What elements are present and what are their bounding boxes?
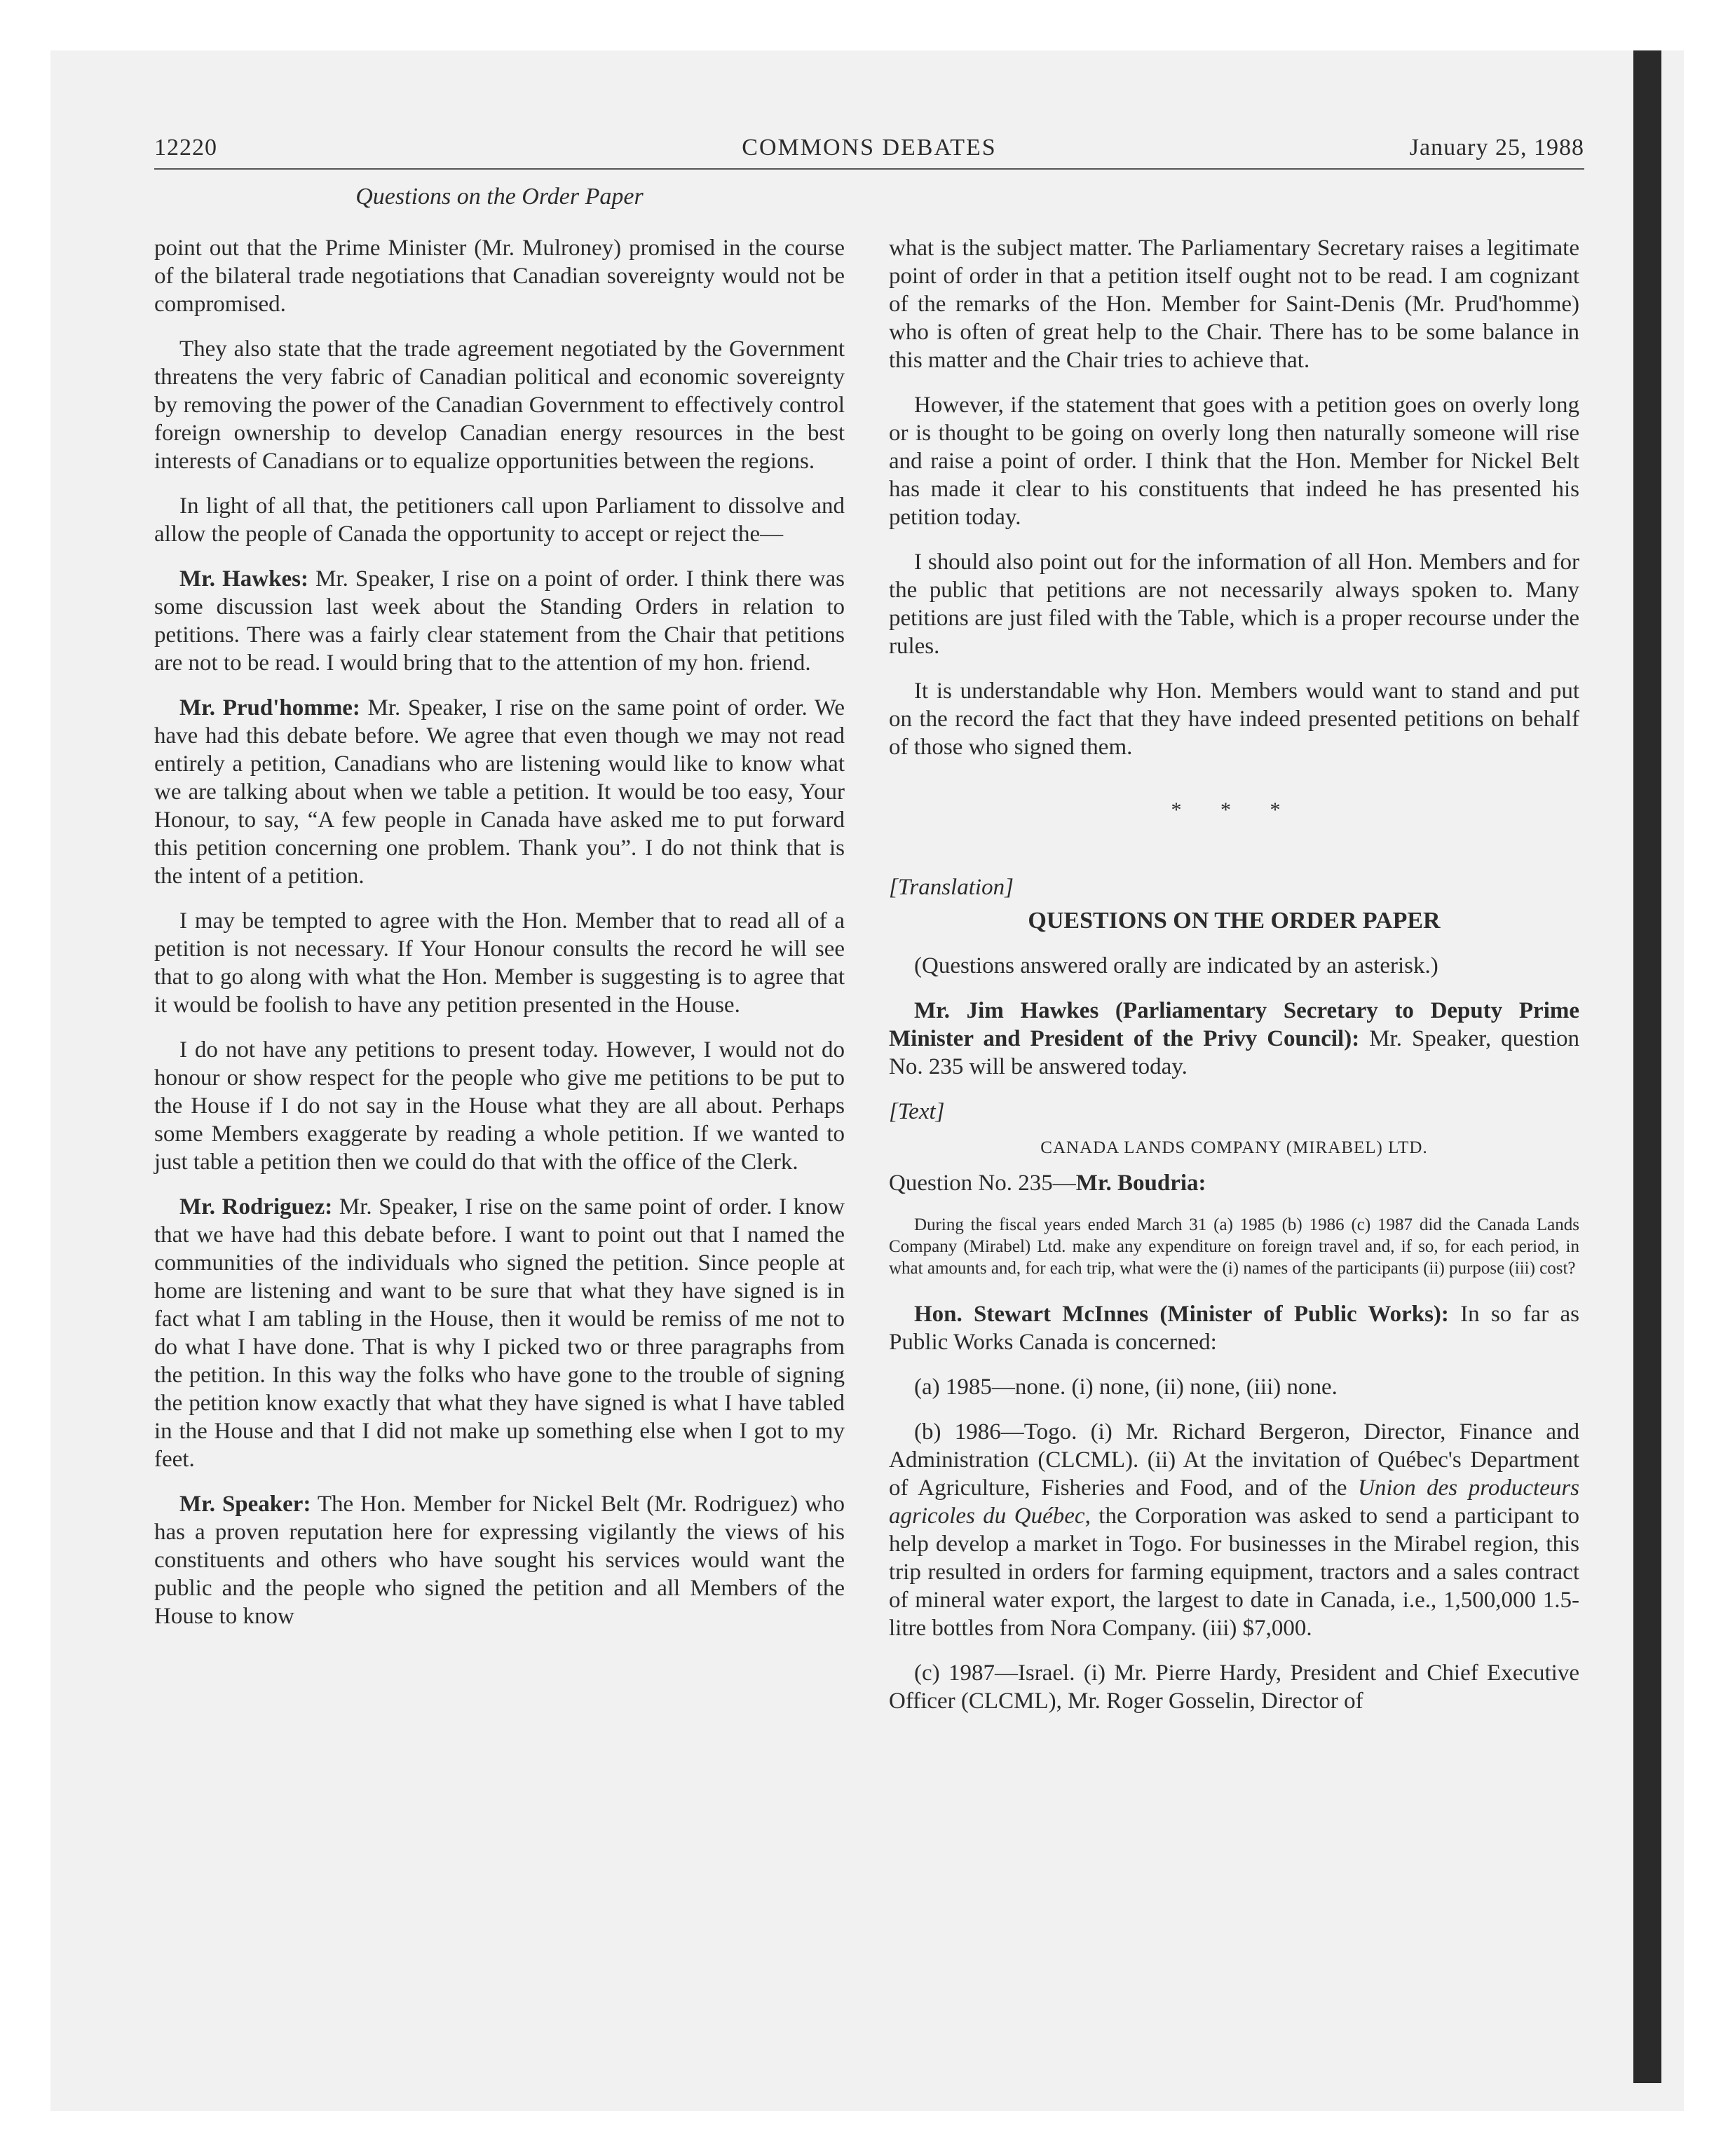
speaker-name: Hon. Stewart McInnes (Minister of Public Works): [914, 1302, 1449, 1327]
paragraph: In light of all that, the petitioners call upon Parliament to dissolve and allow the people of Canada the opportunity to accept or reject the— [154, 493, 845, 547]
paragraph: I should also point out for the information of all Hon. Members and for the public that petitions are not necessarily always spoken to. Many petitions are just filed with the Table, which is a proper recourse under the rules. [889, 550, 1579, 659]
text-tag: [Text] [889, 1099, 945, 1124]
left-column [154, 234, 845, 1647]
speech-text: Mr. Speaker, I rise on a point of order. I think there was some discussion last week about the Standing Orders in relation to petitions. There was a fairly clear statement from the Chair that petitions are not to be read. I would bring that to the attention of my hon. friend. [154, 566, 845, 676]
speaker-name: Mr. Jim Hawkes (Parliamentary Secretary to Deputy Prime Minister and President of the Privy Council): [889, 998, 1579, 1051]
question-text: During the fiscal years ended March 31 (a) 1985 (b) 1986 (c) 1987 did the Canada Lands Company (Mirabel) Ltd. make any expenditure on foreign travel and, if so, for each period, in what amounts and, for each trip, what were the (i) names of the participants (ii) purpose (iii) cost? [889, 1215, 1579, 1278]
right-column [889, 234, 1579, 1732]
speech-text: Mr. Speaker, question No. 235 will be answered today. [889, 1026, 1579, 1079]
organization-name: Union des producteurs agricoles du Québec [889, 1475, 1580, 1529]
answer-text: , the Corporation was asked to send a participant to help develop a market in Togo. For businesses in the Mirabel region, this trip resulted in orders for farming equipment, tractors and a sales contract of mineral water export, the largest to date in Canada, i.e., 1,500,000 1.5-litre bottles from Nora Company. (iii) $7,000. [889, 1503, 1579, 1641]
paragraph: They also state that the trade agreement negotiated by the Government threatens the very fabric of Canadian political and economic sovereignty by removing the power of the Canadian Government to effectively control foreign ownership to develop Canadian energy resources in the best interests of Canadians or to equalize opportunities between the regions. [154, 336, 845, 474]
paragraph: I do not have any petitions to present today. However, I would not do honour or show respect for the people who give me petitions to be put to the House if I do not say in the House what they are all about. Perhaps some Members exaggerate by reading a whole petition. If we wanted to just table a petition then we could do that with the office of the Clerk. [154, 1037, 845, 1175]
speech-paragraph [154, 565, 845, 677]
page-number: 12220 [154, 135, 217, 161]
asterisk-note: (Questions answered orally are indicated by an asterisk.) [914, 953, 1438, 978]
speaker-name: Mr. Hawkes: [179, 566, 308, 592]
speech-paragraph [889, 997, 1579, 1081]
translation-tag: [Translation] [889, 875, 1014, 900]
question-subject: CANADA LANDS COMPANY (MIRABEL) LTD. [1040, 1138, 1428, 1157]
paragraph: It is understandable why Hon. Members would want to stand and put on the record the fact that they have indeed presented petitions on behalf of those who signed them. [889, 678, 1579, 760]
answer-text: (b) 1986—Togo. (i) Mr. Richard Bergeron, Director, Finance and Administration (CLCML). (ii) At the invitation of Québec's Department of Agriculture, Fisheries and Food, and of the [889, 1419, 1579, 1501]
speaker-name: Mr. Prud'homme: [179, 695, 360, 721]
answer-item-c: (c) 1987—Israel. (i) Mr. Pierre Hardy, President and Chief Executive Officer (CLCML), Mr. Roger Gosselin, Director of [889, 1660, 1579, 1714]
speech-text: Mr. Speaker, I rise on the same point of order. We have had this debate before. We agree that even though we may not read entirely a petition, Canadians who are listening would like to know what we are talking about when we table a petition. It would be too easy, Your Honour, to say, “A few people in Canada have asked me to put forward this petition concerning one problem. Thank you”. I do not think that is the intent of a petition. [154, 695, 845, 889]
speech-text: The Hon. Member for Nickel Belt (Mr. Rodriguez) who has a proven reputation here for expressing vigilantly the views of his constituents and others who have sought his services would want the public and the people who signed the petition and all Members of the House to know [154, 1492, 845, 1629]
speech-paragraph [154, 1193, 845, 1473]
question-asker: Mr. Boudria: [1075, 1171, 1206, 1196]
question-label [889, 1169, 1579, 1197]
paragraph: point out that the Prime Minister (Mr. Mulroney) promised in the course of the bilateral trade negotiations that Canadian sovereignty would not be compromised. [154, 236, 845, 317]
speaker-name: Mr. Rodriguez: [179, 1194, 333, 1220]
answer-item-b [889, 1418, 1579, 1642]
speech-paragraph [154, 1490, 845, 1630]
section-heading: QUESTIONS ON THE ORDER PAPER [1028, 908, 1441, 934]
publication-title: COMMONS DEBATES [742, 135, 997, 161]
page-header [154, 132, 1584, 170]
paragraph: I may be tempted to agree with the Hon. Member that to read all of a petition is not necessary. If Your Honour consults the record he will see that to go along with what the Hon. Member is suggesting is to agree that it would be foolish to have any petition presented in the House. [154, 908, 845, 1018]
paragraph: what is the subject matter. The Parliamentary Secretary raises a legitimate point of order in that a petition itself ought not to be read. I am cognizant of the remarks of the Hon. Member for Saint-Denis (Mr. Prud'homme) who is often of great help to the Chair. There has to be some balance in this matter and the Chair tries to achieve that. [889, 236, 1579, 373]
running-subheading: Questions on the Order Paper [355, 184, 644, 210]
speech-paragraph [154, 694, 845, 890]
speaker-name: Mr. Speaker: [179, 1492, 311, 1517]
speech-text: In so far as Public Works Canada is concerned: [889, 1302, 1580, 1355]
speech-text: Mr. Speaker, I rise on the same point of order. I know that we have had this debate before. I want to point out that I named the communities of the individuals who signed the petition. Since people at home are listening and want to be sure that what they have signed is in fact what I am tabling in the House, then it would be remiss of me not to do what I have done. That is why I picked two or three paragraphs from the petition. In this way the folks who have gone to the trouble of signing the petition know exactly that what they have signed is what I have tabled in the House and that I did not make up something else when I got to my feet. [154, 1194, 845, 1472]
speech-paragraph [889, 1300, 1579, 1356]
question-number: Question No. 235— [889, 1171, 1076, 1196]
scan-edge-shadow [1633, 50, 1661, 2083]
answer-item-a: (a) 1985—none. (i) none, (ii) none, (iii) none. [914, 1374, 1338, 1400]
paragraph: However, if the statement that goes with a petition goes on overly long or is thought to be going on overly long then naturally someone will rise and raise a point of order. I think that the Hon. Member for Nickel Belt has made it clear to his constituents that indeed he has presented his petition today. [889, 393, 1579, 530]
section-divider-stars: * * * [1171, 798, 1298, 821]
page-date: January 25, 1988 [1409, 135, 1584, 161]
